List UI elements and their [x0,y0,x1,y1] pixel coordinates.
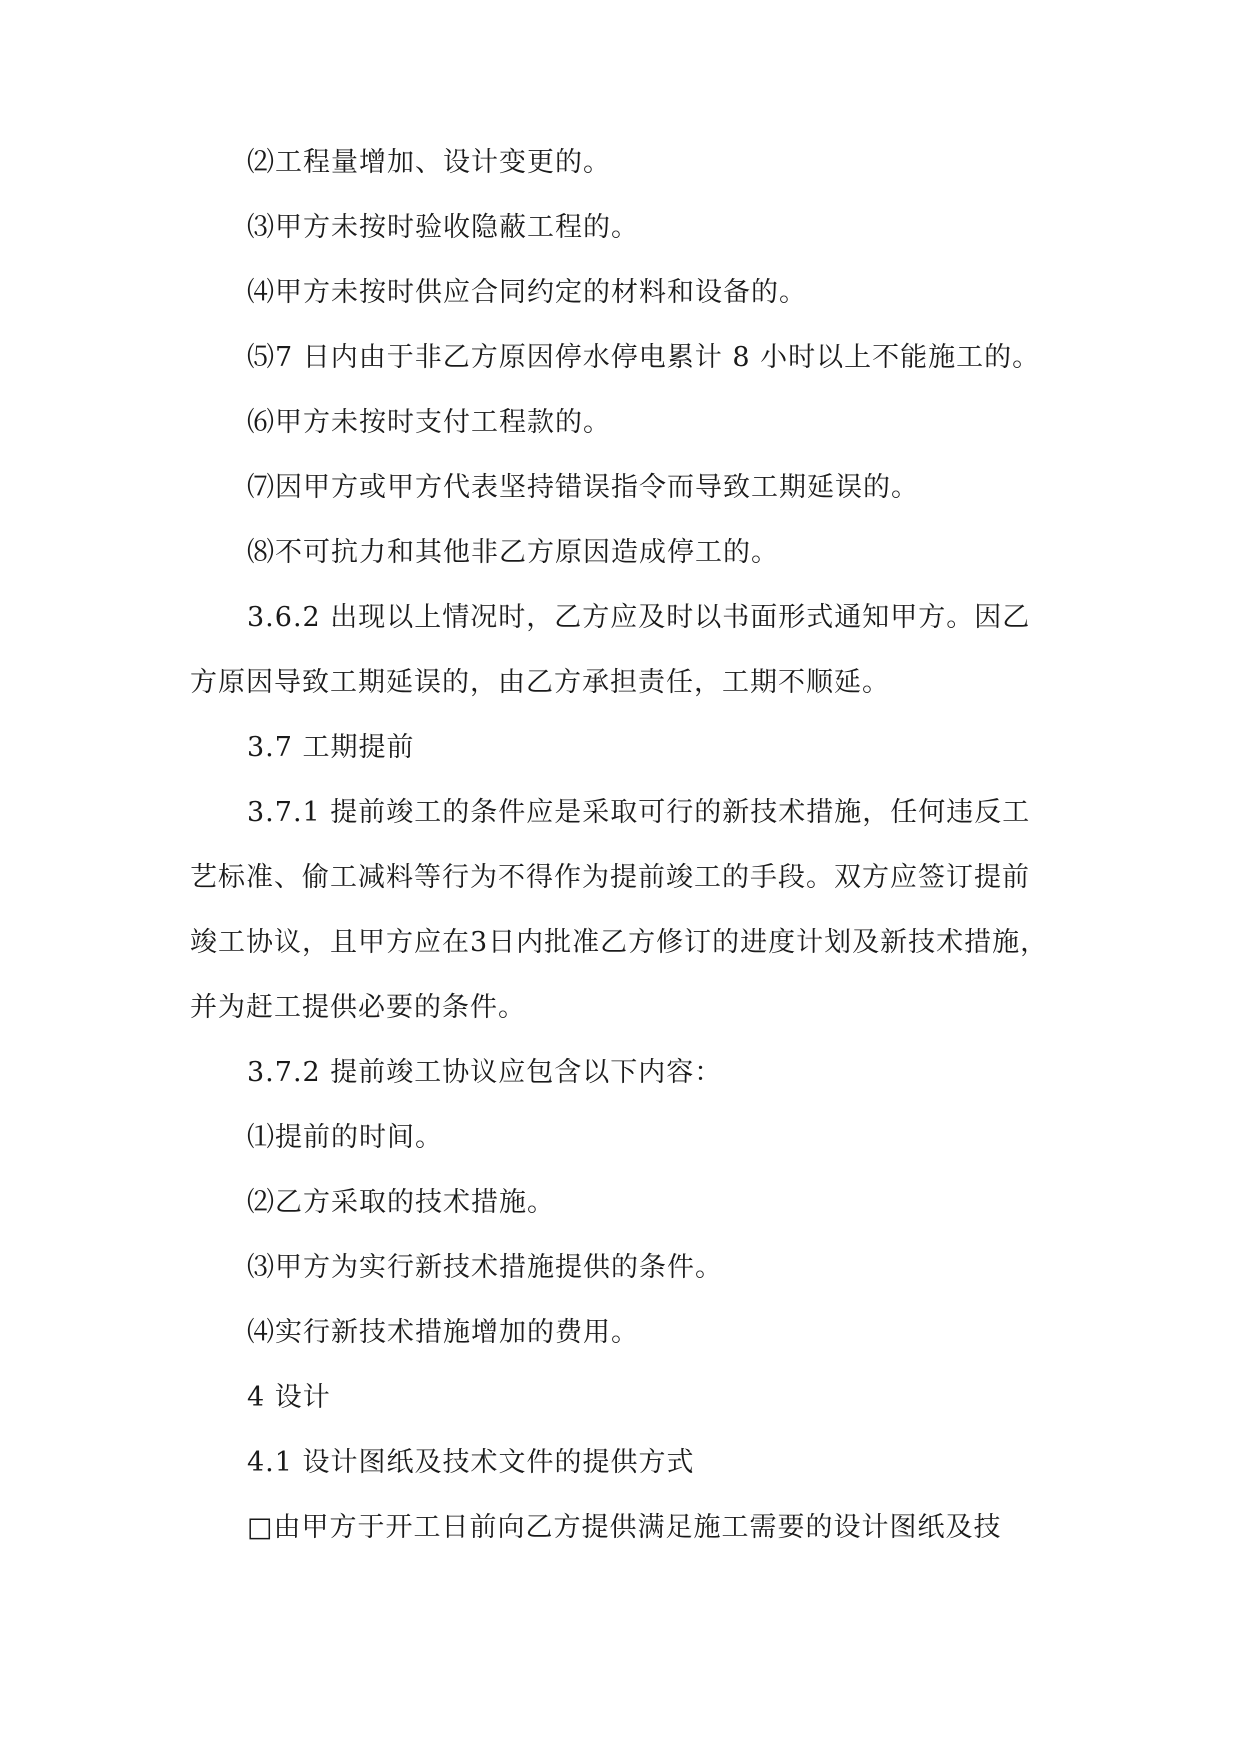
paragraph-line: ⑻不可抗力和其他非乙方原因造成停工的。 [247,537,779,568]
paragraph-line: ⑴提前的时间。 [247,1122,443,1153]
paragraph-line: ⑺因甲方或甲方代表坚持错误指令而导致工期延误的。 [247,472,919,503]
paragraph-line: ⑷甲方未按时供应合同约定的材料和设备的。 [247,277,807,308]
paragraph-line: 艺标准、偷工减料等行为不得作为提前竣工的手段。双方应签订提前 [190,862,1030,893]
paragraph-line: 方原因导致工期延误的，由乙方承担责任，工期不顺延。 [190,667,890,698]
section-heading: 4 设计 [247,1382,331,1413]
paragraph-line: 并为赶工提供必要的条件。 [190,992,526,1023]
paragraph-line: 竣工协议，且甲方应在3日内批准乙方修订的进度计划及新技术措施， [190,927,1049,958]
paragraph-line: ⑸7 日内由于非乙方原因停水停电累计 8 小时以上不能施工的。 [247,342,1041,373]
paragraph-line: ⑹甲方未按时支付工程款的。 [247,407,611,438]
paragraph-line: 3.7.1 提前竣工的条件应是采取可行的新技术措施，任何违反工 [247,797,1031,828]
paragraph-line: ⑶甲方未按时验收隐蔽工程的。 [247,212,639,243]
section-heading: 4.1 设计图纸及技术文件的提供方式 [247,1447,695,1478]
section-heading: 3.7 工期提前 [247,732,415,763]
paragraph-line: ⑵工程量增加、设计变更的。 [247,147,611,178]
paragraph-line: ⑶甲方为实行新技术措施提供的条件。 [247,1252,723,1283]
paragraph-line: □由甲方于开工日前向乙方提供满足施工需要的设计图纸及技 [247,1512,1002,1543]
paragraph-line: 3.6.2 出现以上情况时，乙方应及时以书面形式通知甲方。因乙 [247,602,1031,633]
paragraph-line: ⑷实行新技术措施增加的费用。 [247,1317,639,1348]
paragraph-line: 3.7.2 提前竣工协议应包含以下内容： [247,1057,723,1088]
paragraph-line: ⑵乙方采取的技术措施。 [247,1187,555,1218]
